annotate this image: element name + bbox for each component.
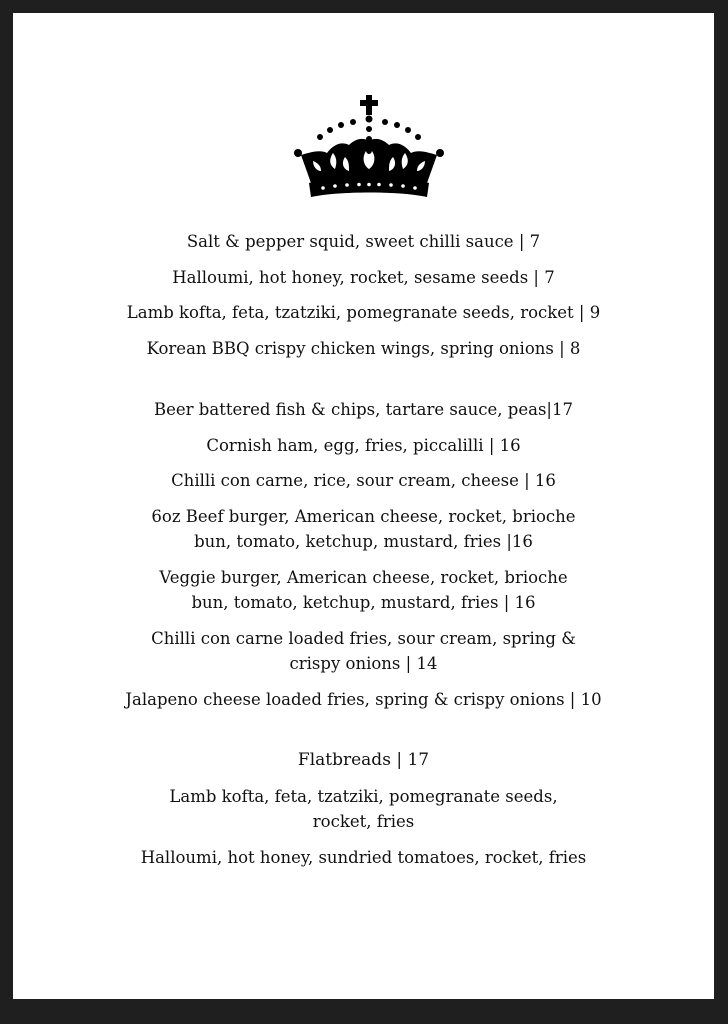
menu-item: Lamb kofta, feta, tzatziki, pomegranate seeds, rocket | 9 xyxy=(126,303,601,322)
menu-item: 6oz Beef burger, American cheese, rocket, brioche bun, tomato, ketchup, mustard, fries |16 xyxy=(151,506,576,551)
menu-item: Halloumi, hot honey, sundried tomatoes, rocket, fries xyxy=(140,847,587,867)
section-title: Flatbreads | 17 xyxy=(297,750,430,770)
crown-icon xyxy=(289,95,449,200)
menu-page xyxy=(13,13,714,999)
menu-item: Salt & pepper squid, sweet chilli sauce | 7 xyxy=(186,232,541,251)
menu-item: Chilli con carne loaded fries, sour cream, spring & crispy onions | 14 xyxy=(151,628,576,673)
menu-item: Jalapeno cheese loaded fries, spring & crispy onions | 10 xyxy=(125,689,602,709)
menu-item: Korean BBQ crispy chicken wings, spring onions | 8 xyxy=(146,338,581,358)
menu-item: Lamb kofta, feta, tzatziki, pomegranate seeds, rocket, fries xyxy=(169,786,558,831)
flatbreads-section xyxy=(13,748,714,870)
menu-item: Veggie burger, American cheese, rocket, brioche bun, tomato, ketchup, mustard, fries | 16 xyxy=(159,567,568,612)
menu-item: Halloumi, hot honey, rocket, sesame seeds | 7 xyxy=(172,267,555,287)
menu-item: Cornish ham, egg, fries, piccalilli | 16 xyxy=(206,435,521,455)
mains-section xyxy=(13,397,714,712)
menu-content xyxy=(13,229,714,870)
menu-item: Beer battered fish & chips, tartare sauce, peas|17 xyxy=(154,400,573,419)
starters-section xyxy=(13,229,714,361)
menu-item: Chilli con carne, rice, sour cream, cheese | 16 xyxy=(171,471,556,490)
